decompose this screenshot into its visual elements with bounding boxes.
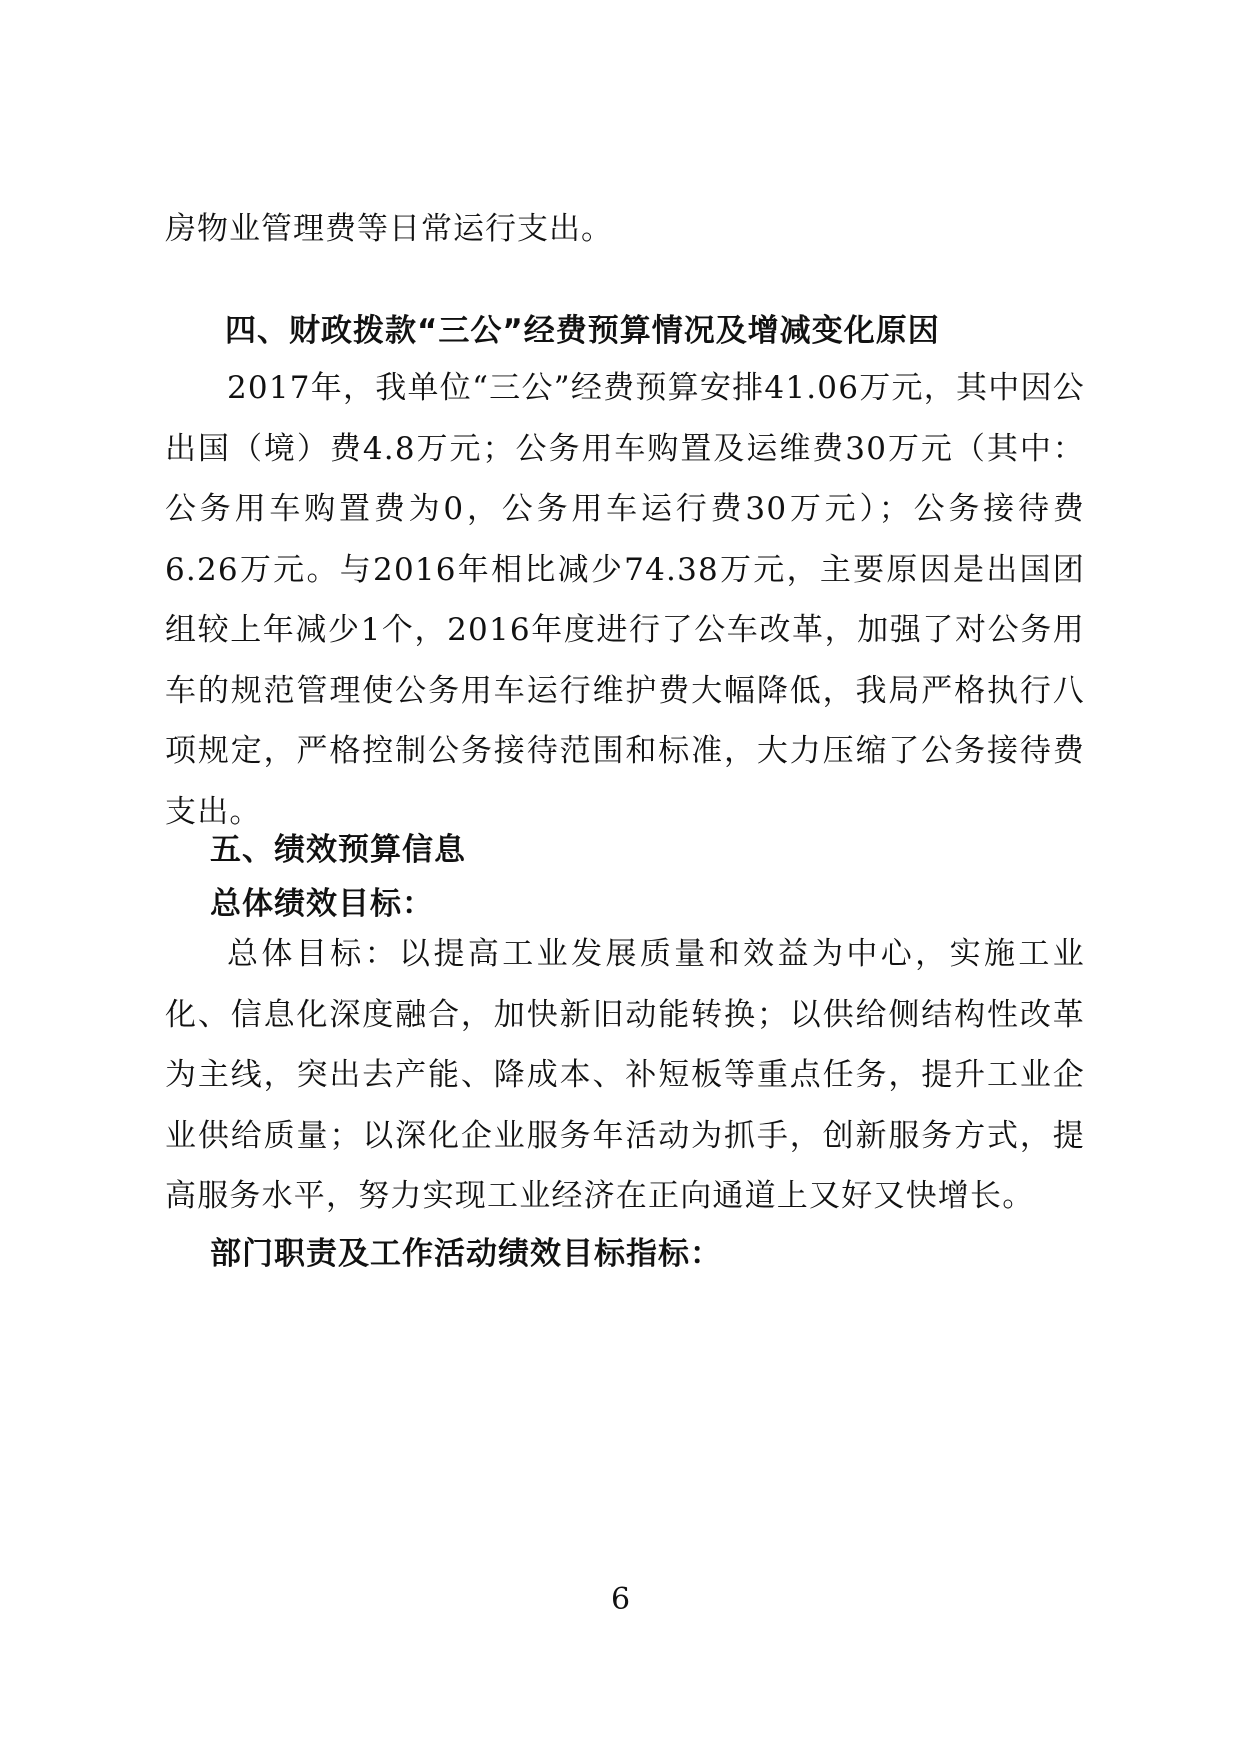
page-number: 6 <box>610 1582 631 1617</box>
section-4-heading: 四、财政拨款“三公”经费预算情况及增减变化原因 <box>225 313 940 349</box>
section-4-paragraph: 2017年，我单位“三公”经费预算安排41.06万元，其中因公出国（境）费4.8万元；公务用车购置及运维费30万元（其中：公务用车购置费为0，公务用车运行费30万元）；公务接待费6.26万元。与2016年相比减少74.38万元，主要原因是出国团组较上年减少1个，2016年度进行了公车改革，加强了对公务用车的规范管理使公务用车运行维护费大幅降低，我局严格执行八项规定，严格控制公务接待范围和标准，大力压缩了公务接待费支出。 <box>165 370 1085 830</box>
overall-performance-subheading: 总体绩效目标： <box>210 886 434 922</box>
continuation-line: 房物业管理费等日常运行支出。 <box>165 211 613 247</box>
overall-goal-paragraph: 总体目标：以提高工业发展质量和效益为中心，实施工业化、信息化深度融合，加快新旧动能转换；以供给侧结构性改革为主线，突出去产能、降成本、补短板等重点任务，提升工业企业供给质量；以深化企业服务年活动为抓手，创新服务方式，提高服务水平，努力实现工业经济在正向通道上又好又快增长。 <box>165 936 1085 1214</box>
department-duties-subheading: 部门职责及工作活动绩效目标指标： <box>210 1236 722 1272</box>
section-5-heading: 五、绩效预算信息 <box>210 832 466 868</box>
